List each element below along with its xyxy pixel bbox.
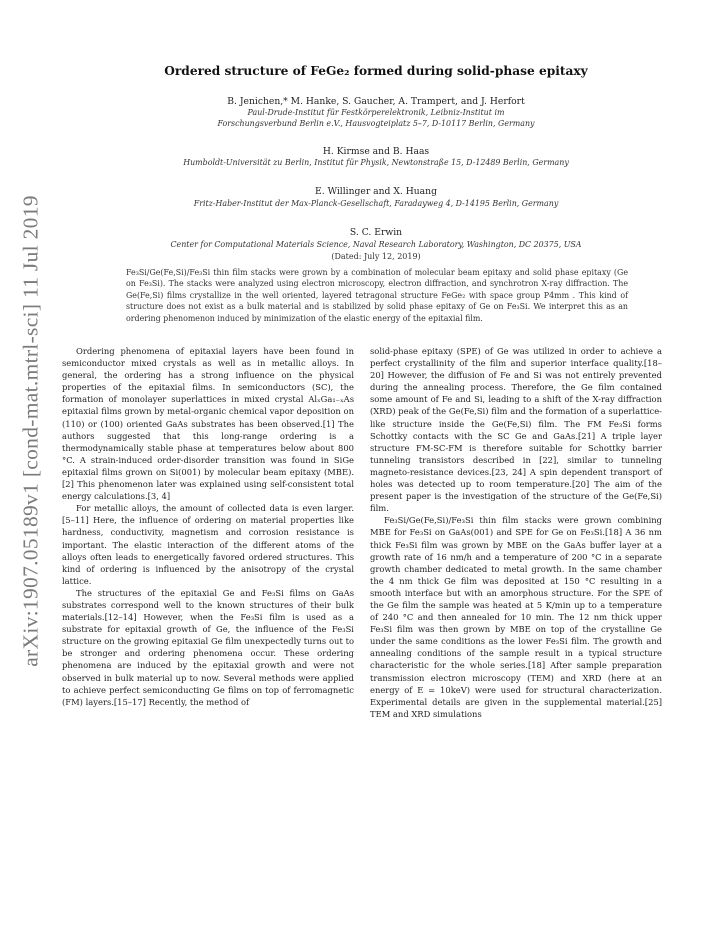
paragraph: Fe₃Si/Ge(Fe,Si)/Fe₃Si thin film stacks were grown combining MBE for Fe₃Si on GaAs(001) and SPE for Ge on Fe₃Si.[18] A 36 nm thick Fe₃Si film was grown by MBE on the GaAs buffer layer at a growth rate of 16 nm/h and a temperature of 200 °C in a separate growth chamber dedicated to metal growth. In the same chamber the 4 nm thick Ge film was deposited at 150 °C resulting in a smooth interface but with an amorphous structure. For the SPE of the Ge film the sample was heated at 5 K/min up to a temperature of 240 °C and then annealed for 10 min. The 12 nm thick upper Fe₃Si film was then grown by MBE on top of the crystalline Ge under the same conditions as the lower Fe₃Si film. The growth and annealing conditions of the sample result in a typical structure characteristic for the whole series.[18] After sample preparation transmission electron microscopy (TEM) and XRD (here at an energy of E = 10keV) were used for structural characterization. Experimental details are given in the supplemental material.[25] TEM and XRD simulations bbox=[370, 515, 662, 719]
affiliation-1 bbox=[110, 107, 642, 129]
abstract: Fe₃Si/Ge(Fe,Si)/Fe₃Si thin film stacks were grown by a combination of molecular beam epitaxy and solid phase epitaxy (Ge on Fe₃Si). The stacks were analyzed using electron microscopy, electron diffraction, and synchrotron X-ray diffraction. The Ge(Fe,Si) films crystallize in the well oriented, layered tetragonal structure FeGe₂ with space group P4mm . This kind of structure does not exist as a bulk material and is stabilized by solid phase epitaxy of Ge on Fe₃Si. We interpret this as an ordering phenomenon induced by minimization of the elastic energy of the epitaxial film. bbox=[126, 268, 628, 323]
paragraph: For metallic alloys, the amount of collected data is even larger.[5–11] Here, the influence of ordering on material properties like hardness, conductivity, magnetism and corrosion resistance is important. The elastic interaction of the different atoms of the alloys often leads to energetically favored ordered structures. This kind of ordering is influenced by the anisotropy of the crystal lattice. bbox=[62, 503, 354, 586]
affiliation-line: Center for Computational Materials Science, Naval Research Laboratory, Washington, DC 20375, USA bbox=[170, 240, 582, 249]
date-line: (Dated: July 12, 2019) bbox=[331, 252, 421, 261]
author-group-2: H. Kirmse and B. Haas bbox=[322, 146, 430, 157]
left-column bbox=[62, 345, 354, 708]
arxiv-identifier: arXiv:1907.05189v1 [cond-mat.mtrl-sci] 11 Jul 2019 bbox=[18, 195, 43, 667]
author-group-3: E. Willinger and X. Huang bbox=[315, 186, 437, 197]
affiliation-line: Humboldt-Universität zu Berlin, Institut für Physik, Newtonstraße 15, D-12489 Berlin, Germany bbox=[183, 158, 569, 167]
paragraph: The structures of the epitaxial Ge and Fe₃Si films on GaAs substrates correspond well to the known structures of their bulk materials.[12–14] However, when the Fe₃Si film is used as a substrate for epitaxial growth of Ge, the influence of the Fe₃Si structure on the growing epitaxial Ge film unexpectedly turns out to be stronger and ordering phenomena occur. These ordering phenomena are induced by the epitaxial growth and were not observed in bulk material up to now. Several methods were applied to achieve perfect semiconducting Ge films on top of ferromagnetic (FM) layers.[15–17] Recently, the method of bbox=[62, 587, 354, 707]
affiliation-4 bbox=[110, 239, 642, 250]
affiliation-line: Fritz-Haber-Institut der Max-Planck-Gesellschaft, Faradayweg 4, D-14195 Berlin, Germany bbox=[193, 199, 559, 208]
right-column bbox=[370, 345, 662, 720]
affiliation-line: Forschungsverbund Berlin e.V., Hausvogteiplatz 5–7, D-10117 Berlin, Germany bbox=[217, 119, 535, 128]
paragraph: Ordering phenomena of epitaxial layers have been found in semiconductor mixed crystals as well as in metallic alloys. In general, the ordering has a strong influence on the physical properties of the epitaxial films. In semiconductors (SC), the formation of monolayer superlattices in mixed crystal AlₓGa₁₋ₓAs epitaxial films grown by metal-organic chemical vapor deposition on (110) or (100) oriented GaAs substrates has been observed.[1] The authors suggested that this long-range ordering is a thermodynamically stable phase at temperatures below about 800 °C. A strain-induced order-disorder transition was found in SiGe epitaxial films grown on Si(001) by molecular beam epitaxy (MBE).[2] This phenomenon later was explained using self-consistent total energy calculations.[3, 4] bbox=[62, 346, 354, 502]
paper-title: Ordered structure of FeGe₂ formed during solid-phase epitaxy bbox=[164, 64, 588, 78]
paragraph: solid-phase epitaxy (SPE) of Ge was utilized in order to achieve a perfect crystallinity of the film and superior interface quality.[18–20] However, the diffusion of Fe and Si was not entirely prevented during the annealing process. Therefore, the Ge film contained some amount of Fe and Si, leading to a shift of the X-ray diffraction (XRD) peak of the Ge(Fe,Si) film and the formation of a superlattice-like structure inside the Ge(Fe,Si) film. The FM Fe₃Si forms Schottky contacts with the SC Ge and GaAs.[21] A triple layer structure FM-SC-FM is therefore suitable for Schottky barrier tunneling transistors described in [22], similar to tunneling magneto-resistance devices.[23, 24] A spin dependent transport of holes was detected up to room temperature.[20] The aim of the present paper is the investigation of the structure of the Ge(Fe,Si) film. bbox=[370, 346, 662, 514]
arxiv-side-label bbox=[2, 195, 60, 667]
author-group-1: B. Jenichen,* M. Hanke, S. Gaucher, A. Trampert, and J. Herfort bbox=[227, 96, 525, 107]
author-group-4: S. C. Erwin bbox=[349, 227, 403, 238]
affiliation-3 bbox=[110, 198, 642, 209]
affiliation-line: Paul-Drude-Institut für Festkörperelektronik, Leibniz-Institut im bbox=[247, 108, 505, 117]
affiliation-2 bbox=[110, 157, 642, 168]
